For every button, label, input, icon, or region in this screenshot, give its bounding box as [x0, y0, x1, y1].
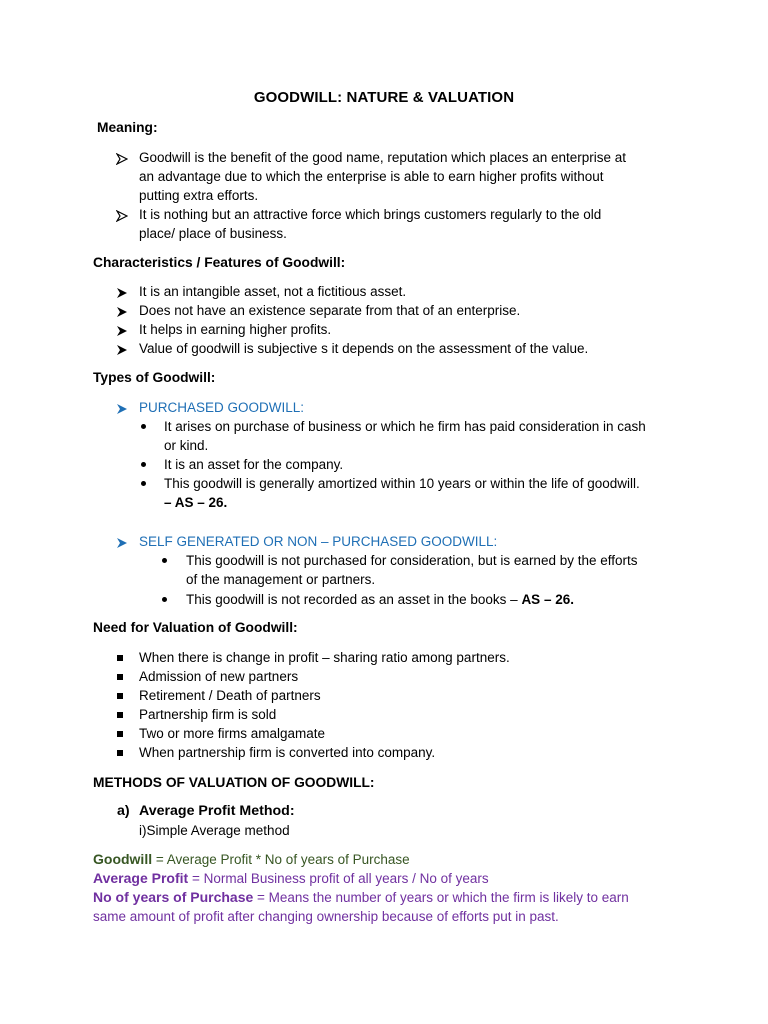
meaning-item-1-line-1: Goodwill is the benefit of the good name, reputation which places an enterprise at: [139, 150, 627, 165]
self-generated-as-reference: AS – 26.: [521, 592, 574, 607]
need-item-2: Admission of new partners: [139, 669, 299, 684]
need-item-5: Two or more firms amalgamate: [139, 726, 326, 741]
square-bullet-icon: [117, 693, 123, 699]
average-profit-definition: = Normal Business profit of all years / No of years: [188, 871, 489, 886]
years-of-purchase-definition-line-2: same amount of profit after changing ownership because of efforts put in past.: [93, 909, 559, 925]
arrow-bullet-icon: [116, 537, 128, 549]
need-item-6: When partnership firm is converted into company.: [139, 745, 436, 760]
arrow-bullet-icon: [116, 287, 128, 299]
meaning-item-2-line-1: It is nothing but an attractive force which brings customers regularly to the old: [139, 207, 602, 222]
characteristic-item-2: Does not have an existence separate from that of an enterprise.: [139, 303, 521, 318]
purchased-item-3: This goodwill is generally amortized within 10 years or within the life of goodwill.: [164, 476, 640, 491]
square-bullet-icon: [117, 655, 123, 661]
self-generated-item-1-line-2: of the management or partners.: [186, 572, 376, 588]
purchased-item-1: [164, 417, 646, 455]
arrow-bullet-icon: [116, 210, 128, 222]
characteristic-item-4: Value of goodwill is subjective s it depends on the assessment of the value.: [139, 341, 589, 356]
square-bullet-icon: [117, 712, 123, 718]
years-of-purchase-term: No of years of Purchase: [93, 889, 254, 905]
methods-heading: METHODS OF VALUATION OF GOODWILL:: [93, 775, 375, 790]
characteristic-item-1: It is an intangible asset, not a fictitious asset.: [139, 284, 407, 299]
round-bullet-icon: [141, 481, 146, 486]
types-heading: Types of Goodwill:: [93, 370, 216, 385]
meaning-item-2: [139, 205, 601, 243]
arrow-bullet-icon: [116, 344, 128, 356]
meaning-item-1-line-2: an advantage due to which the enterprise is able to earn higher profits without: [139, 169, 604, 185]
meaning-heading: Meaning:: [97, 120, 158, 135]
meaning-item-2-line-2: place/ place of business.: [139, 226, 287, 242]
arrow-bullet-icon: [116, 325, 128, 337]
purchased-as-reference: – AS – 26.: [164, 495, 228, 510]
self-generated-item-1: [186, 551, 638, 589]
need-item-1: When there is change in profit – sharing ratio among partners.: [139, 650, 510, 665]
average-profit-method-heading: Average Profit Method:: [139, 803, 295, 819]
round-bullet-icon: [141, 462, 146, 467]
arrow-bullet-icon: [116, 306, 128, 318]
years-of-purchase-formula: [93, 888, 629, 926]
need-heading: Need for Valuation of Goodwill:: [93, 620, 298, 635]
self-generated-item-1-line-1: This goodwill is not purchased for consideration, but is earned by the efforts: [186, 553, 638, 568]
purchased-item-1-line-1: It arises on purchase of business or which he firm has paid consideration in cash: [164, 419, 646, 434]
round-bullet-icon: [162, 558, 167, 563]
meaning-item-1-line-3: putting extra efforts.: [139, 188, 259, 204]
meaning-item-1: [139, 148, 626, 206]
years-of-purchase-definition-line-1: = Means the number of years or which the firm is likely to earn: [253, 890, 629, 905]
purchased-goodwill-label: PURCHASED GOODWILL:: [139, 400, 305, 415]
characteristics-heading: Characteristics / Features of Goodwill:: [93, 255, 346, 270]
round-bullet-icon: [162, 597, 167, 602]
purchased-item-1-line-2: or kind.: [164, 438, 209, 454]
simple-average-method: i)Simple Average method: [139, 823, 290, 838]
square-bullet-icon: [117, 750, 123, 756]
self-generated-item-2: [186, 590, 574, 609]
average-profit-term: Average Profit: [93, 870, 189, 886]
arrow-bullet-icon: [116, 403, 128, 415]
methods-sub-marker: a): [117, 803, 130, 819]
goodwill-formula: [93, 850, 410, 869]
need-item-4: Partnership firm is sold: [139, 707, 277, 722]
goodwill-term: Goodwill: [93, 851, 153, 867]
self-generated-goodwill-label: SELF GENERATED OR NON – PURCHASED GOODWILL:: [139, 534, 498, 549]
purchased-item-2: It is an asset for the company.: [164, 457, 344, 472]
average-profit-formula: [93, 869, 489, 888]
page-title: GOODWILL: NATURE & VALUATION: [253, 89, 515, 106]
square-bullet-icon: [117, 731, 123, 737]
arrow-bullet-icon: [116, 153, 128, 165]
self-generated-item-2-text: This goodwill is not recorded as an asset in the books –: [186, 592, 522, 607]
round-bullet-icon: [141, 424, 146, 429]
square-bullet-icon: [117, 674, 123, 680]
goodwill-definition: = Average Profit * No of years of Purchase: [152, 852, 410, 867]
need-item-3: Retirement / Death of partners: [139, 688, 321, 703]
characteristic-item-3: It helps in earning higher profits.: [139, 322, 332, 337]
